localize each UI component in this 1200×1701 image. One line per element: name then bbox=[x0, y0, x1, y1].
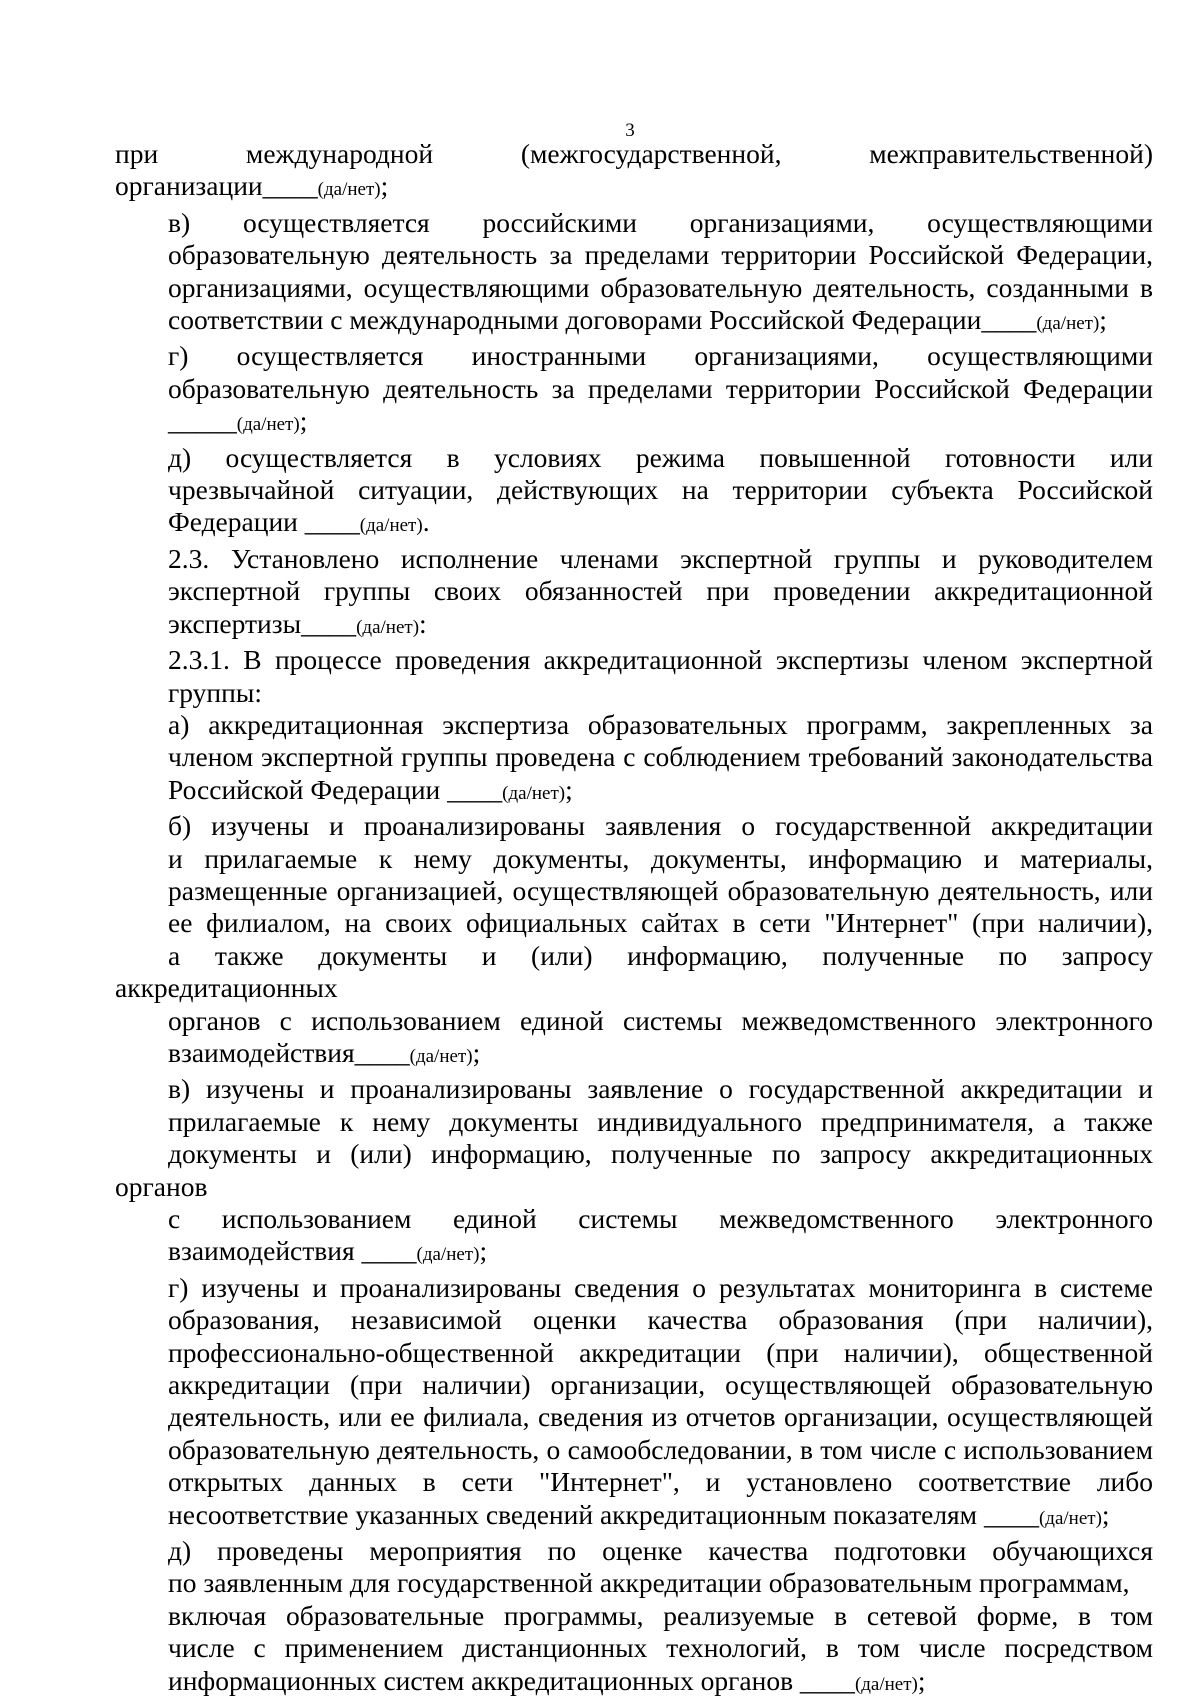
line-punctuation: ; bbox=[1099, 304, 1107, 336]
text-line bbox=[115, 1466, 1153, 1498]
text-line bbox=[115, 1600, 1153, 1632]
line-text: органов с использованием единой системы межведомственного электронного bbox=[168, 1004, 1153, 1036]
paragraph-p10 bbox=[115, 1272, 1153, 1535]
paragraph-p9 bbox=[115, 1073, 1153, 1271]
text-line bbox=[115, 138, 1153, 170]
line-text: ее филиалом, на своих официальных сайтах в сети "Интернет" (при наличии), bbox=[168, 907, 1153, 939]
text-line bbox=[115, 741, 1153, 773]
text-line bbox=[115, 1235, 1153, 1271]
paragraph-p5 bbox=[115, 543, 1153, 644]
line-text: г) изучены и проанализированы сведения о результатах мониторинга в системе bbox=[168, 1271, 1153, 1303]
text-line bbox=[115, 1434, 1153, 1466]
line-text: взаимодействия ____ bbox=[168, 1235, 417, 1267]
line-text: б) изучены и проанализированы заявления о государственной аккредитации bbox=[168, 810, 1153, 842]
line-punctuation: ; bbox=[565, 773, 573, 805]
line-text: информационных систем аккредитационных органов ____ bbox=[168, 1664, 855, 1696]
paragraph-p6 bbox=[115, 644, 1153, 709]
text-line bbox=[115, 1567, 1153, 1599]
text-line bbox=[115, 843, 1153, 875]
line-text: образовательную деятельность за пределами территории Российской Федерации, bbox=[168, 239, 1153, 271]
document-body bbox=[115, 138, 1153, 1701]
line-text: чрезвычайной ситуации, действующих на территории субъекта Российской bbox=[168, 474, 1153, 506]
line-text: при международной (межгосударственной, межправительственной) bbox=[115, 138, 1153, 169]
text-line bbox=[115, 677, 1153, 709]
text-line bbox=[115, 1401, 1153, 1433]
line-text: числе с применением дистанционных технологий, в том числе посредством bbox=[168, 1632, 1153, 1664]
text-line bbox=[115, 1304, 1153, 1336]
line-text: _____ bbox=[168, 405, 237, 437]
line-punctuation: : bbox=[419, 607, 427, 639]
answer-note: (да/нет) bbox=[356, 616, 420, 638]
text-line bbox=[115, 1272, 1153, 1304]
line-text: деятельность, или ее филиала, сведения из отчетов организации, осуществляющей bbox=[168, 1401, 1153, 1433]
paragraph-p8 bbox=[115, 810, 1153, 1073]
text-line bbox=[115, 340, 1153, 372]
text-line bbox=[115, 1203, 1153, 1235]
text-line bbox=[115, 543, 1153, 575]
text-line bbox=[115, 575, 1153, 607]
line-text: размещенные организацией, осуществляющей образовательную деятельность, или bbox=[168, 874, 1153, 906]
text-line bbox=[115, 239, 1153, 271]
text-line bbox=[115, 506, 1153, 542]
answer-note: (да/нет) bbox=[854, 1673, 918, 1695]
line-text: в) осуществляется российскими организациями, осуществляющими bbox=[168, 206, 1153, 238]
paragraph-p7 bbox=[115, 709, 1153, 810]
text-line bbox=[115, 442, 1153, 474]
line-text: несоответствие указанных сведений аккредитационным показателям ____ bbox=[168, 1498, 1039, 1530]
line-text: г) осуществляется иностранными организациями, осуществляющими bbox=[168, 340, 1153, 372]
text-line bbox=[115, 940, 1153, 1005]
line-punctuation: ; bbox=[1101, 1498, 1110, 1530]
line-text: образовательную деятельность за пределами территории Российской Федерации bbox=[168, 372, 1153, 404]
text-line bbox=[115, 207, 1153, 239]
line-punctuation: ; bbox=[472, 1036, 481, 1068]
answer-note: (да/нет) bbox=[1038, 1507, 1102, 1529]
line-text: Федерации ____ bbox=[168, 506, 360, 538]
text-line bbox=[115, 608, 1153, 644]
text-line bbox=[115, 272, 1153, 304]
line-text: экспертной группы своих обязанностей при проведении аккредитационной bbox=[168, 575, 1153, 607]
paragraph-p1 bbox=[115, 138, 1153, 207]
paragraph-p3 bbox=[115, 340, 1153, 441]
line-text: экспертизы____ bbox=[168, 607, 357, 639]
text-line bbox=[115, 1005, 1153, 1037]
line-punctuation: ; bbox=[299, 405, 308, 437]
paragraph-p4 bbox=[115, 442, 1153, 543]
text-line bbox=[115, 1499, 1153, 1535]
line-text: д) осуществляется в условиях режима повышенной готовности или bbox=[168, 441, 1153, 473]
text-line bbox=[115, 644, 1153, 676]
line-text: по заявленным для государственной аккредитации образовательным программам, bbox=[168, 1567, 1130, 1599]
line-text: образовательную деятельность, о самообследовании, в том числе с использованием bbox=[168, 1433, 1153, 1465]
line-text: 2.3. Установлено исполнение членами экспертной группы и руководителем bbox=[168, 542, 1153, 574]
line-punctuation: ; bbox=[917, 1664, 926, 1696]
line-text: организации____ bbox=[115, 170, 318, 202]
answer-note: (да/нет) bbox=[1036, 313, 1100, 335]
line-text: взаимодействия____ bbox=[168, 1036, 410, 1068]
line-text: открытых данных в сети "Интернет", и установлено соответствие либо bbox=[168, 1466, 1153, 1498]
line-punctuation: . bbox=[422, 506, 430, 538]
text-line bbox=[115, 304, 1153, 340]
line-text: организациями, осуществляющими образовательную деятельность, созданными в bbox=[168, 271, 1153, 303]
line-text: в) изучены и проанализированы заявление о государственной аккредитации и bbox=[168, 1073, 1153, 1105]
text-line bbox=[115, 875, 1153, 907]
line-text: аккредитации (при наличии) организации, осуществляющей образовательную bbox=[168, 1369, 1153, 1401]
line-text: группы: bbox=[168, 676, 262, 708]
text-line bbox=[115, 373, 1153, 405]
line-text: соответствии с международными договорами Российской Федерации____ bbox=[168, 304, 1037, 336]
text-line bbox=[115, 907, 1153, 939]
text-line bbox=[115, 810, 1153, 842]
text-line bbox=[115, 170, 1153, 206]
text-line bbox=[115, 709, 1153, 741]
line-text: д) проведены мероприятия по оценке качества подготовки обучающихся bbox=[168, 1535, 1153, 1567]
line-text: образования, независимой оценки качества образования (при наличии), bbox=[168, 1304, 1153, 1336]
answer-note: (да/нет) bbox=[236, 414, 300, 436]
answer-note: (да/нет) bbox=[416, 1244, 480, 1266]
text-line bbox=[115, 474, 1153, 506]
paragraph-p12 bbox=[115, 1600, 1153, 1701]
text-line bbox=[115, 1337, 1153, 1369]
text-line bbox=[115, 1369, 1153, 1401]
line-text: членом экспертной группы проведена с соблюдением требований законодательства bbox=[168, 741, 1153, 773]
line-text: документы и (или) информацию, полученные по запросу аккредитационных органов bbox=[115, 1138, 1153, 1202]
answer-note: (да/нет) bbox=[502, 782, 566, 804]
line-text: с использованием единой системы межведомственного электронного bbox=[168, 1203, 1153, 1234]
text-line bbox=[115, 1632, 1153, 1664]
line-text: прилагаемые к нему документы индивидуального предпринимателя, а также bbox=[168, 1105, 1153, 1137]
paragraph-p2 bbox=[115, 207, 1153, 341]
answer-note: (да/нет) bbox=[317, 179, 381, 201]
line-text: включая образовательные программы, реализуемые в сетевой форме, в том bbox=[168, 1599, 1153, 1631]
line-punctuation: ; bbox=[479, 1235, 488, 1267]
text-line bbox=[115, 1138, 1153, 1203]
answer-note: (да/нет) bbox=[359, 515, 423, 537]
text-line bbox=[115, 1665, 1153, 1701]
text-line bbox=[115, 1073, 1153, 1105]
line-text: а также документы и (или) информацию, полученные по запросу аккредитационных bbox=[115, 939, 1153, 1004]
line-text: а) аккредитационная экспертиза образовательных программ, закрепленных за bbox=[168, 708, 1153, 740]
line-punctuation: ; bbox=[380, 170, 389, 202]
text-line bbox=[115, 405, 1153, 441]
page-number: 3 bbox=[625, 120, 635, 141]
line-text: профессионально-общественной аккредитации (при наличии), общественной bbox=[168, 1336, 1153, 1368]
text-line bbox=[115, 774, 1153, 810]
text-line bbox=[115, 1535, 1153, 1567]
line-text: и прилагаемые к нему документы, документы, информацию и материалы, bbox=[168, 842, 1153, 874]
line-text: 2.3.1. В процессе проведения аккредитационной экспертизы членом экспертной bbox=[168, 644, 1153, 676]
paragraph-p11 bbox=[115, 1535, 1153, 1600]
text-line bbox=[115, 1106, 1153, 1138]
line-text: Российской Федерации ____ bbox=[168, 773, 503, 805]
answer-note: (да/нет) bbox=[409, 1045, 473, 1067]
text-line bbox=[115, 1037, 1153, 1073]
